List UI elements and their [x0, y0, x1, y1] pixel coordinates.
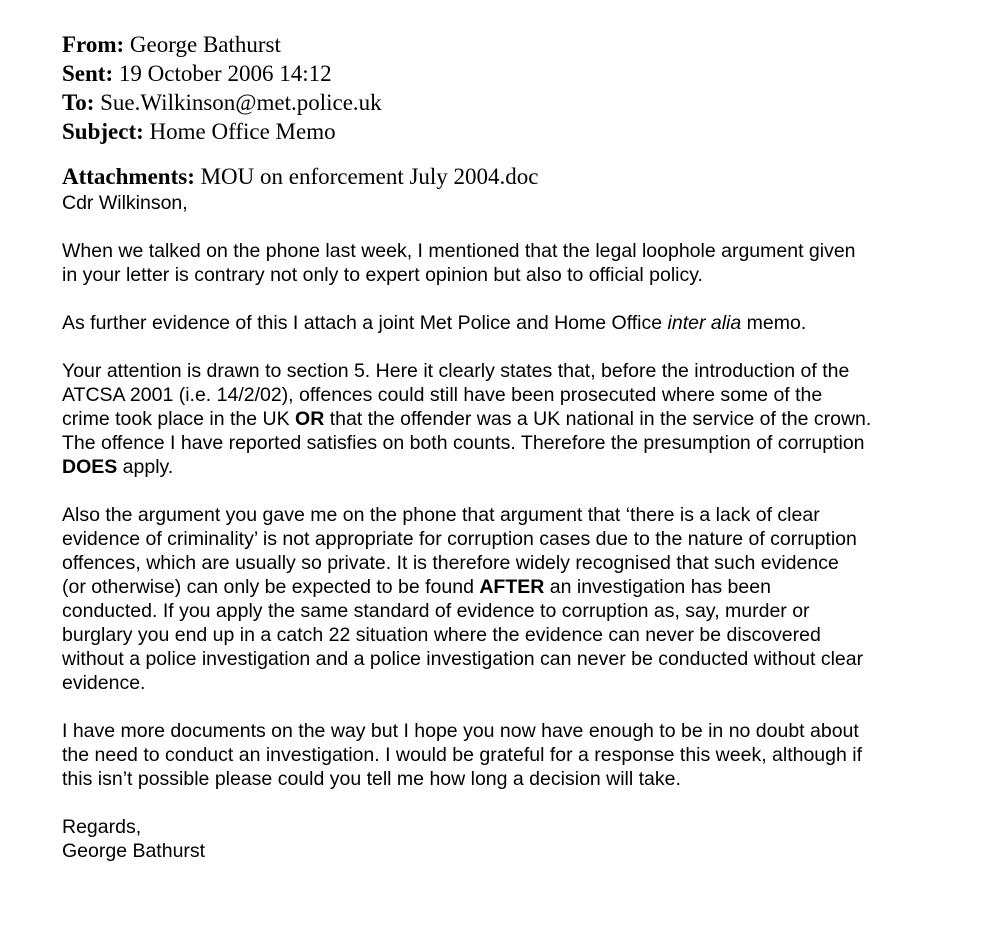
paragraph-3-line-5-end: apply.	[117, 456, 174, 478]
from-label: From:	[62, 32, 125, 57]
email-document	[62, 30, 942, 863]
subject-line	[62, 117, 942, 146]
paragraph-5	[62, 719, 942, 791]
sent-value: 19 October 2006 14:12	[118, 61, 332, 86]
from-line	[62, 30, 942, 59]
paragraph-4-line-2: evidence of criminality’ is not appropriate for corruption cases due to the nature of corruption	[62, 528, 857, 550]
paragraph-4-line-8: evidence.	[62, 672, 146, 694]
emphasis-or: OR	[295, 408, 325, 430]
closing: Regards,	[62, 816, 142, 838]
attachments-value: MOU on enforcement July 2004.doc	[200, 164, 539, 189]
signature: George Bathurst	[62, 840, 206, 862]
paragraph-4-line-4-start: (or otherwise) can only be expected to be found	[62, 576, 480, 598]
to-value: Sue.Wilkinson@met.police.uk	[100, 90, 382, 115]
sent-line	[62, 59, 942, 88]
paragraph-2	[62, 311, 942, 335]
from-value: George Bathurst	[129, 32, 281, 57]
paragraph-3-line-4: The offence I have reported satisfies on both counts. Therefore the presumption of corruption	[62, 432, 865, 454]
paragraph-2-end: memo.	[741, 312, 807, 334]
paragraph-4-line-4-end: an investigation has been	[544, 576, 771, 598]
paragraph-3-line-3-end: that the offender was a UK national in the service of the crown.	[324, 408, 872, 430]
paragraph-2-italic: inter alia	[667, 312, 742, 334]
to-line	[62, 88, 942, 117]
emphasis-after: AFTER	[479, 576, 545, 598]
paragraph-3	[62, 359, 942, 479]
paragraph-1-line-2: in your letter is contrary not only to expert opinion but also to official policy.	[62, 264, 703, 286]
salutation: Cdr Wilkinson,	[62, 192, 188, 214]
paragraph-5-line-2: the need to conduct an investigation. I would be grateful for a response this week, although if	[62, 744, 863, 766]
paragraph-1-line-1: When we talked on the phone last week, I mentioned that the legal loophole argument given	[62, 240, 856, 262]
emphasis-does: DOES	[62, 456, 118, 478]
subject-label: Subject:	[62, 119, 144, 144]
paragraph-2-text: As further evidence of this I attach a joint Met Police and Home Office	[62, 312, 668, 334]
attachments-label: Attachments:	[62, 164, 195, 189]
paragraph-3-line-3-start: crime took place in the UK	[62, 408, 296, 430]
paragraph-4-line-1: Also the argument you gave me on the phone that argument that ‘there is a lack of clear	[62, 504, 820, 526]
paragraph-4-line-7: without a police investigation and a police investigation can never be conducted without clear	[62, 648, 864, 670]
email-header	[62, 30, 942, 191]
attachments-line	[62, 162, 942, 191]
paragraph-5-line-1: I have more documents on the way but I hope you now have enough to be in no doubt about	[62, 720, 859, 742]
paragraph-4-line-3: offences, which are usually so private. It is therefore widely recognised that such evidence	[62, 552, 839, 574]
paragraph-4	[62, 503, 942, 695]
paragraph-5-line-3: this isn’t possible please could you tell me how long a decision will take.	[62, 768, 681, 790]
paragraph-3-line-1: Your attention is drawn to section 5. Here it clearly states that, before the introduction of the	[62, 360, 850, 382]
paragraph-4-line-6: burglary you end up in a catch 22 situation where the evidence can never be discovered	[62, 624, 821, 646]
sign-off	[62, 815, 942, 863]
sent-label: Sent:	[62, 61, 114, 86]
paragraph-4-line-5: conducted. If you apply the same standard of evidence to corruption as, say, murder or	[62, 600, 810, 622]
paragraph-1	[62, 239, 942, 287]
subject-value: Home Office Memo	[149, 119, 336, 144]
email-body	[62, 191, 942, 863]
paragraph-3-line-2: ATCSA 2001 (i.e. 14/2/02), offences could still have been prosecuted where some of the	[62, 384, 823, 406]
to-label: To:	[62, 90, 95, 115]
